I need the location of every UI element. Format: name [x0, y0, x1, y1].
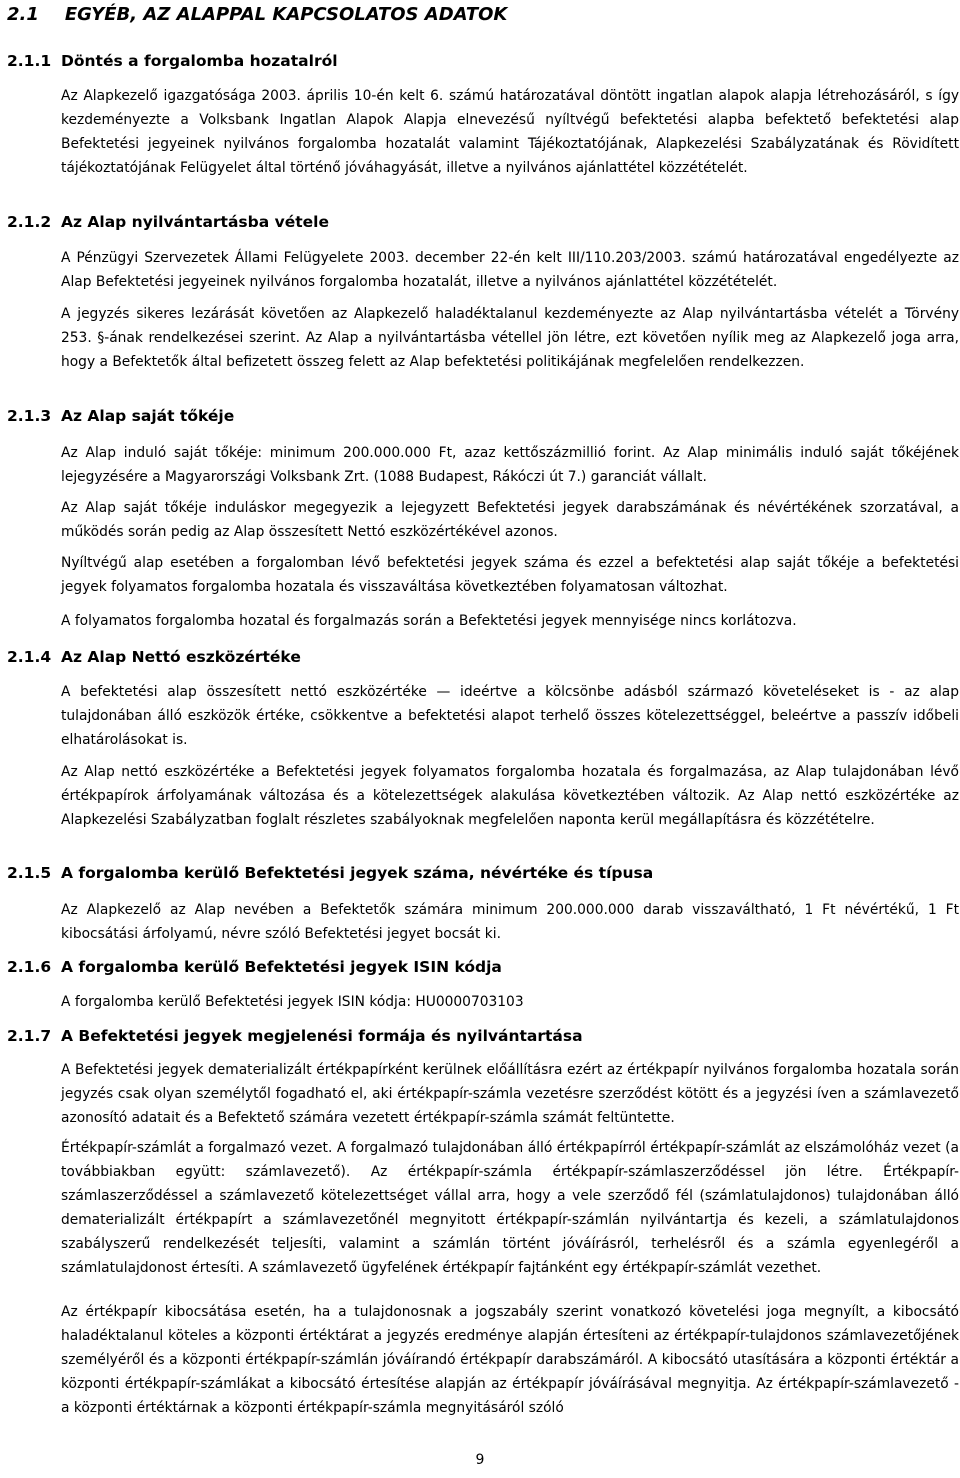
- paragraph: A folyamatos forgalomba hozatal és forgalmazás során a Befektetési jegyek mennyisége nincs korlátozva.: [61, 613, 797, 629]
- subsection-number: 2.1.6: [7, 958, 52, 976]
- paragraph: Az Alap nettó eszközértéke a Befektetési jegyek folyamatos forgalomba hozatala és forgalmazása, az Alap tulajdonában lévő értékpapírok árfolyamának változása és a kötelezettségek alakulása következtében változik. Az Alap nettó eszközértéke az Alapkezelési Szabályzatban foglalt részletes szabályoknak megfelelően naponta kerül megállapításra és közzétételre.: [61, 764, 959, 828]
- subsection-number: 2.1.7: [7, 1027, 52, 1045]
- subsection-number: 2.1.1: [7, 52, 52, 70]
- paragraph: Az Alap induló saját tőkéje: minimum 200.000.000 Ft, azaz kettőszázmillió forint. Az Alap minimális induló saját tőkéjének lejegyzésére a Magyarországi Volksbank Zrt. (1088 Budapest, Rákóczi út 7.) garanciát vállalt.: [61, 445, 959, 485]
- subsection-title: A forgalomba kerülő Befektetési jegyek ISIN kódja: [61, 958, 502, 976]
- subsection-number: 2.1.4: [7, 648, 52, 666]
- subsection-heading-2-1-3: [7, 407, 234, 425]
- subsection-heading-2-1-2: [7, 213, 329, 231]
- paragraph: Értékpapír-számlát a forgalmazó vezet. A forgalmazó tulajdonában álló értékpapírról értékpapír-számlát az elszámolóház vezet (a továbbiakban együtt: számlavezető). Az értékpapír-számla értékpapír-számlaszerződéssel jön létre. Értékpapír-számlaszerződéssel a számlavezető kötelezettséget vállal arra, hogy a vele szerződő fél (számlatulajdonos) tulajdonában álló dematerializált értékpapírt a számlavezetőnél megnyitott értékpapír-számlán nyilvántartja és kezeli, a számlatulajdonos szabályszerű rendelkezését teljesíti, valamint a számlán történt jóváírásról, terhelésről és a számla egyenlegéről a számlatulajdonost értesíti. A számlavezető ügyfelének értékpapír fajtánként egy értékpapír-számlát vezethet.: [61, 1140, 959, 1276]
- subsection-number: 2.1.5: [7, 864, 52, 882]
- subsection-heading-2-1-7: [7, 1027, 583, 1045]
- subsection-title: Az Alap nyilvántartásba vétele: [61, 213, 329, 231]
- subsection-heading-2-1-5: [7, 864, 653, 882]
- subsection-title: A Befektetési jegyek megjelenési formája és nyilvántartása: [61, 1027, 583, 1045]
- subsection-heading-2-1-1: [7, 52, 338, 70]
- section-number: 2.1: [7, 4, 39, 25]
- subsection-title: A forgalomba kerülő Befektetési jegyek száma, névértéke és típusa: [61, 864, 654, 882]
- paragraph: Nyíltvégű alap esetében a forgalomban lévő befektetési jegyek száma és ezzel a befektetési alap saját tőkéje a befektetési jegyek folyamatos forgalomba hozatala és visszaváltása következtében folyamatosan változhat.: [61, 555, 959, 595]
- paragraph: Az Alapkezelő az Alap nevében a Befektetők számára minimum 200.000.000 darab visszaváltható, 1 Ft névértékű, 1 Ft kibocsátási árfolyamú, névre szóló Befektetési jegyet bocsát ki.: [61, 902, 959, 942]
- paragraph: Az Alapkezelő igazgatósága 2003. április 10-én kelt 6. számú határozatával döntött ingatlan alapok alapja létrehozásáról, s így kezdeményezte a Volksbank Ingatlan Alapok Alapja elnevezésű nyíltvégű befektetési alapba befektető befektetési alap Befektetési jegyeinek nyilvános forgalomba hozatalát valamint Tájékoztatójának, Alapkezelési Szabályzatának és Rövidített tájékoztatójának Felügyelet által történő jóváhagyását, illetve a nyilvános ajánlattétel közzétételét.: [61, 88, 959, 176]
- paragraph: A Pénzügyi Szervezetek Állami Felügyelete 2003. december 22-én kelt III/110.203/2003. számú határozatával engedélyezte az Alap Befektetési jegyeinek nyilvános forgalomba hozatalát, illetve a nyilvános ajánlattétel közzétételét.: [61, 250, 959, 290]
- paragraph: Az értékpapír kibocsátása esetén, ha a tulajdonosnak a jogszabály szerint vonatkozó követelési joga megnyílt, a kibocsátó haladéktalanul köteles a központi értéktárat a jegyzés eredménye alapján értesíteni az értékpapír-tulajdonos számlavezetőjének személyéről és a központi értékpapír-számlán jóváírandó értékpapír darabszámáról. A kibocsátó utasítására a központi értéktár a központi értékpapír-számlákat a kibocsátó értesítése alapján az értékpapír jóváírásával megnyitja. Az értékpapír-számlavezető - a központi értéktárnak a központi értékpapír-számla megnyitásáról szóló: [61, 1304, 959, 1416]
- subsection-title: Az Alap saját tőkéje: [61, 407, 235, 425]
- subsection-heading-2-1-6: [7, 958, 502, 976]
- subsection-title: Az Alap Nettó eszközértéke: [61, 648, 301, 666]
- paragraph: Az Alap saját tőkéje induláskor megegyezik a lejegyzett Befektetési jegyek darabszámának és névértékének szorzatával, a működés során pedig az Alap összesített Nettó eszközértékével azonos.: [61, 500, 959, 540]
- subsection-number: 2.1.2: [7, 213, 52, 231]
- paragraph: A forgalomba kerülő Befektetési jegyek ISIN kódja: HU0000703103: [61, 994, 524, 1010]
- paragraph: A befektetési alap összesített nettó eszközértéke — ideértve a kölcsönbe adásból származó követeléseket is - az alap tulajdonában álló eszközök értéke, csökkentve a befektetési alapot terhelő összes kötelezettséggel, beleértve a passzív időbeli elhatárolásokat is.: [61, 684, 959, 748]
- section-heading: [7, 4, 507, 25]
- subsection-number: 2.1.3: [7, 407, 52, 425]
- paragraph: A jegyzés sikeres lezárását követően az Alapkezelő haladéktalanul kezdeményezte az Alap nyilvántartásba vételét a Törvény 253. §-ának rendelkezései szerint. Az Alap a nyilvántartásba vétellel jön létre, ezt követően nyílik meg az Alapkezelő joga arra, hogy a Befektetők által befizetett összeg felett az Alap befektetési politikájának megfelelően rendelkezzen.: [61, 306, 959, 370]
- section-title: EGYÉB, AZ ALAPPAL KAPCSOLATOS ADATOK: [64, 4, 508, 25]
- subsection-title: Döntés a forgalomba hozatalról: [61, 52, 338, 70]
- subsection-heading-2-1-4: [7, 648, 301, 666]
- paragraph: A Befektetési jegyek dematerializált értékpapírként kerülnek előállításra ezért az értékpapír nyilvános forgalomba hozatala során jegyzés csak olyan személytől fogadható el, aki értékpapír-számla vezetésre szerződést kötött és a jegyzési íven a számlavezető azonosító adatait és a Befektető számára vezetett értékpapír-számla számát feltüntette.: [61, 1062, 959, 1126]
- page-number: 9: [475, 1452, 485, 1468]
